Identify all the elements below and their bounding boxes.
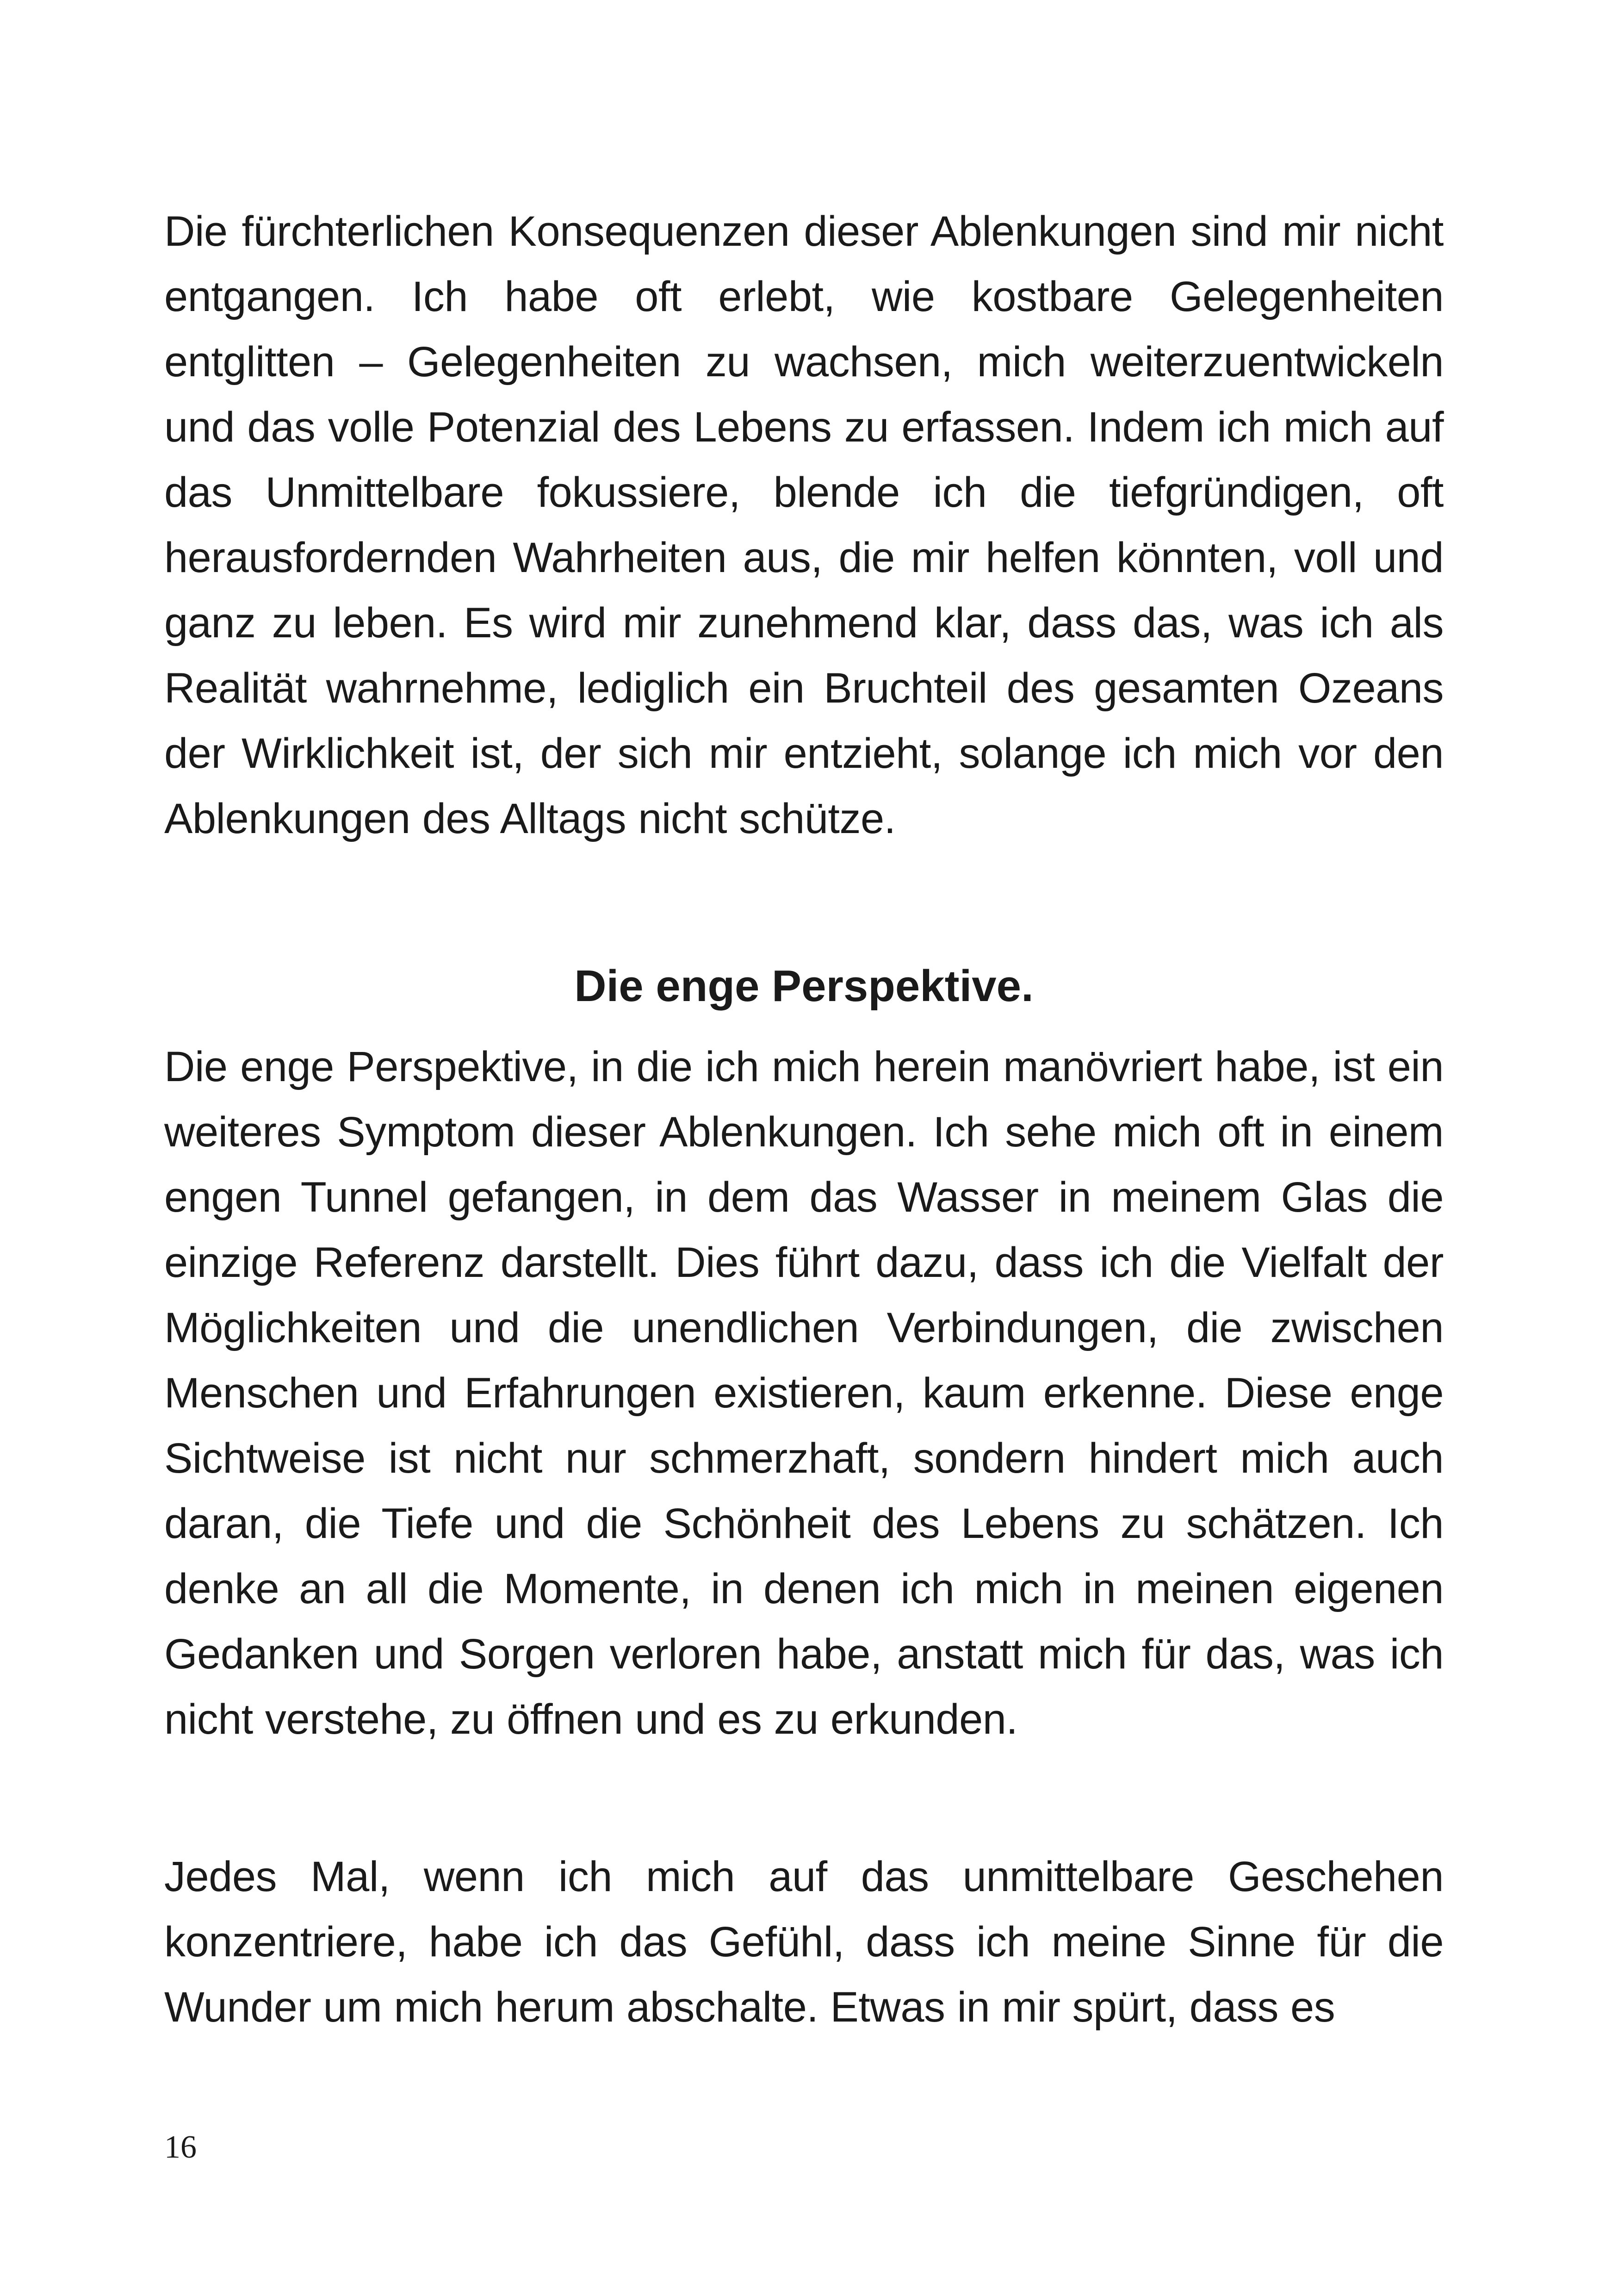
- page-number: 16: [164, 2129, 197, 2165]
- body-paragraph: Die fürchterlichen Konsequenzen dieser Ablenkungen sind mir nicht entgangen. Ich habe oft erlebt, wie kostbare Gelegenheiten entglitten – Gelegenheiten zu wachsen, mich weiterzuentwickeln und das volle Potenzial des Lebens zu erfassen. Indem ich mich auf das Unmittelbare fokussiere, blende ich die tiefgründigen, oft herausfordernden Wahrheiten aus, die mir helfen könnten, voll und ganz zu leben. Es wird mir zunehmend klar, dass das, was ich als Realität wahrnehme, lediglich ein Bruchteil des gesamten Ozeans der Wirklichkeit ist, der sich mir entzieht, solange ich mich vor den Ablenkungen des Alltags nicht schütze.: [164, 208, 1444, 842]
- body-paragraph: Die enge Perspektive, in die ich mich herein manövriert habe, ist ein weiteres Symptom dieser Ablenkungen. Ich sehe mich oft in einem engen Tunnel gefangen, in dem das Wasser in meinem Glas die einzige Referenz darstellt. Dies führt dazu, dass ich die Vielfalt der Möglichkeiten und die unendlichen Verbindungen, die zwischen Menschen und Erfahrungen existieren, kaum erkenne. Diese enge Sichtweise ist nicht nur schmerzhaft, sondern hindert mich auch daran, die Tiefe und die Schönheit des Lebens zu schätzen. Ich denke an all die Momente, in denen ich mich in meinen eigenen Gedanken und Sorgen verloren habe, anstatt mich für das, was ich nicht verstehe, zu öffnen und es zu erkunden.: [164, 1043, 1444, 1743]
- body-paragraph: Jedes Mal, wenn ich mich auf das unmittelbare Geschehen konzentriere, habe ich das Gefühl, dass ich meine Sinne für die Wunder um mich herum abschalte. Etwas in mir spürt, dass es: [164, 1853, 1444, 2031]
- section-heading: Die enge Perspektive.: [574, 961, 1034, 1011]
